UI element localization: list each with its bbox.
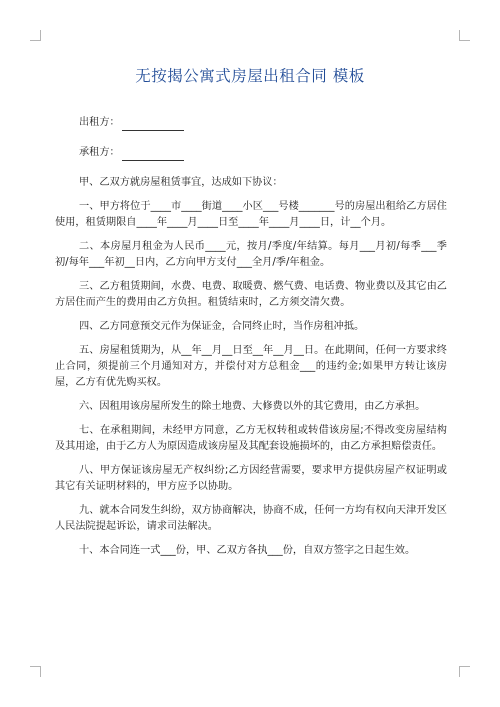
document-body [55, 115, 447, 567]
clause-3: 三、乙方租赁期间，水费、电费、取暖费、燃气费、电话费、物业费以及其它由乙方居住而产生的费用由乙方负担。租赁结束时，乙方须交清欠费。 [55, 281, 447, 308]
lessee-label: 承租方： [79, 147, 120, 158]
clause-5: 五、房屋租赁期为，从__年__月__日至__年__月__日。在此期间，任何一方要求终止合同，须提前三个月通知对方，并偿付对方总租金___的违约金;如果甲方转让该房屋，乙方有优先购买权。 [55, 345, 447, 388]
lessee-field [79, 145, 447, 161]
clause-7: 七、在承租期间，未经甲方同意，乙方无权转租或转借该房屋;不得改变房屋结构及其用途，由于乙方人为原因造成该房屋及其配套设施损坏的，由乙方承担赔偿责任。 [55, 425, 447, 452]
crop-mark-bottom-left [30, 666, 41, 677]
clause-2: 二、本房屋月租金为人民币____元，按月/季度/年结算。每月___月初/每季___季初/每年___年初__日内，乙方向甲方支付___全月/季/年租金。 [55, 241, 447, 268]
clause-10: 十、本合同连一式___份，甲、乙双方各执___份，自双方签字之日起生效。 [79, 545, 416, 556]
lessor-blank [122, 118, 184, 131]
crop-mark-bottom-right [459, 666, 470, 677]
lessee-blank [122, 148, 184, 161]
clause-8: 八、甲方保证该房屋无产权纠纷;乙方因经营需要，要求甲方提供房屋产权证明或其它有关证明材料的，甲方应予以协助。 [55, 465, 447, 492]
lessor-label: 出租方： [79, 117, 120, 128]
crop-mark-top-right [459, 30, 470, 41]
clause-1: 一、甲方将位于____市____街道____小区___号楼_______号的房屋出租给乙方居住使用，租赁期限自____年____月____日至____年____月____日，计__个月。 [55, 201, 447, 228]
document-title: 无按揭公寓式房屋出租合同 模板 [135, 67, 365, 85]
clause-4: 四、乙方同意预交元作为保证金，合同终止时，当作房租冲抵。 [79, 321, 365, 332]
clause-9: 九、就本合同发生纠纷，双方协商解决，协商不成，任何一方均有权向天津开发区人民法院提起诉讼，请求司法解决。 [55, 505, 447, 532]
lessor-field [79, 115, 447, 131]
intro-paragraph: 甲、乙双方就房屋租赁事宜，达成如下协议： [79, 177, 283, 188]
clause-6: 六、因租用该房屋所发生的除土地费、大修费以外的其它费用，由乙方承担。 [79, 401, 426, 412]
crop-mark-top-left [30, 30, 41, 41]
